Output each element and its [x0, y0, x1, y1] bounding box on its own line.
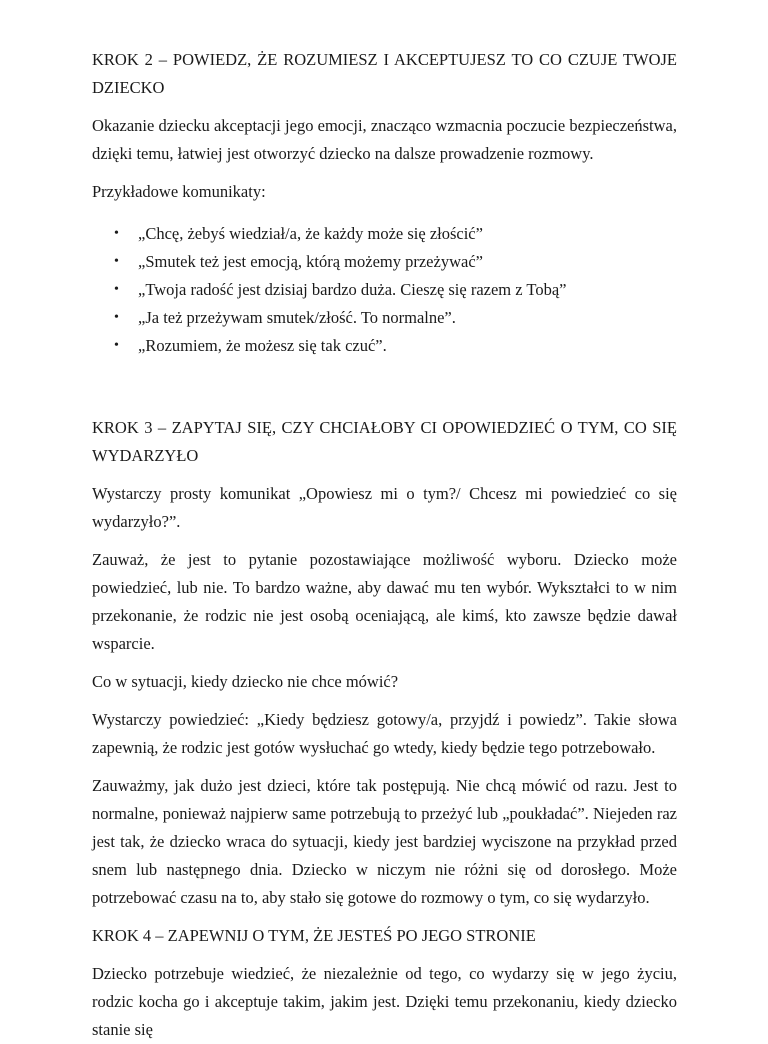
paragraph-krok4: Dziecko potrzebuje wiedzieć, że niezależnie od tego, co wydarzy się w jego życiu, rodzic kocha go i akceptuje takim, jakim jest. Dzięki temu przekonaniu, kiedy dziecko stanie się	[92, 964, 677, 1039]
section-heading-krok4: KROK 4 – ZAPEWNIJ O TYM, ŻE JESTEŚ PO JEGO STRONIE	[92, 926, 536, 945]
bullet-icon: •	[114, 310, 119, 325]
list-item: • „Smutek też jest emocją, którą możemy przeżywać”	[92, 248, 677, 276]
paragraph-krok2: Okazanie dziecku akceptacji jego emocji, znacząco wzmacnia poczucie bezpieczeństwa, dzięki temu, łatwiej jest otworzyć dziecko na dalsze prowadzenie rozmowy.	[92, 116, 677, 163]
list-item: • „Chcę, żebyś wiedział/a, że każdy może się złościć”	[92, 220, 677, 248]
paragraph-krok3-2: Zauważ, że jest to pytanie pozostawiające możliwość wyboru. Dziecko może powiedzieć, lub nie. To bardzo ważne, aby dawać mu ten wybór. Wykształci to w nim przekonanie, że rodzic nie jest osobą oceniającą, ale kimś, kto zawsze będzie dawał wsparcie.	[92, 550, 677, 653]
section-heading-krok2: KROK 2 – POWIEDZ, ŻE ROZUMIESZ I AKCEPTUJESZ TO CO CZUJE TWOJE DZIECKO	[92, 50, 677, 97]
bullet-list	[92, 220, 677, 360]
list-item: • „Rozumiem, że możesz się tak czuć”.	[92, 332, 677, 360]
paragraph-krok3-5: Zauważmy, jak dużo jest dzieci, które tak postępują. Nie chcą mówić od razu. Jest to normalne, ponieważ najpierw same potrzebują to przeżyć lub „poukładać”. Niejeden raz jest tak, że dziecko wraca do sytuacji, kiedy jest bardziej wyciszone na przykład przed snem lub następnego dnia. Dziecko w niczym nie różni się od dorosłego. Może potrzebować czasu na to, aby stało się gotowe do rozmowy o tym, co się wydarzyło.	[92, 776, 677, 907]
document-page	[92, 46, 677, 1044]
spacer	[92, 360, 677, 414]
paragraph-krok3-4: Wystarczy powiedzieć: „Kiedy będziesz gotowy/a, przyjdź i powiedz”. Takie słowa zapewnią, że rodzic jest gotów wysłuchać go wtedy, kiedy będzie tego potrzebowało.	[92, 710, 677, 757]
list-intro: Przykładowe komunikaty:	[92, 182, 266, 201]
paragraph-krok3-3: Co w sytuacji, kiedy dziecko nie chce mówić?	[92, 672, 399, 691]
bullet-icon: •	[114, 338, 119, 353]
section-heading-krok3: KROK 3 – ZAPYTAJ SIĘ, CZY CHCIAŁOBY CI OPOWIEDZIEĆ O TYM, CO SIĘ WYDARZYŁO	[92, 418, 677, 465]
list-item: • „Ja też przeżywam smutek/złość. To normalne”.	[92, 304, 677, 332]
bullet-icon: •	[114, 282, 119, 297]
bullet-icon: •	[114, 254, 119, 269]
paragraph-krok3-1: Wystarczy prosty komunikat „Opowiesz mi o tym?/ Chcesz mi powiedzieć co się wydarzyło?”.	[92, 484, 677, 531]
list-item: • „Twoja radość jest dzisiaj bardzo duża. Cieszę się razem z Tobą”	[92, 276, 677, 304]
bullet-icon: •	[114, 226, 119, 241]
